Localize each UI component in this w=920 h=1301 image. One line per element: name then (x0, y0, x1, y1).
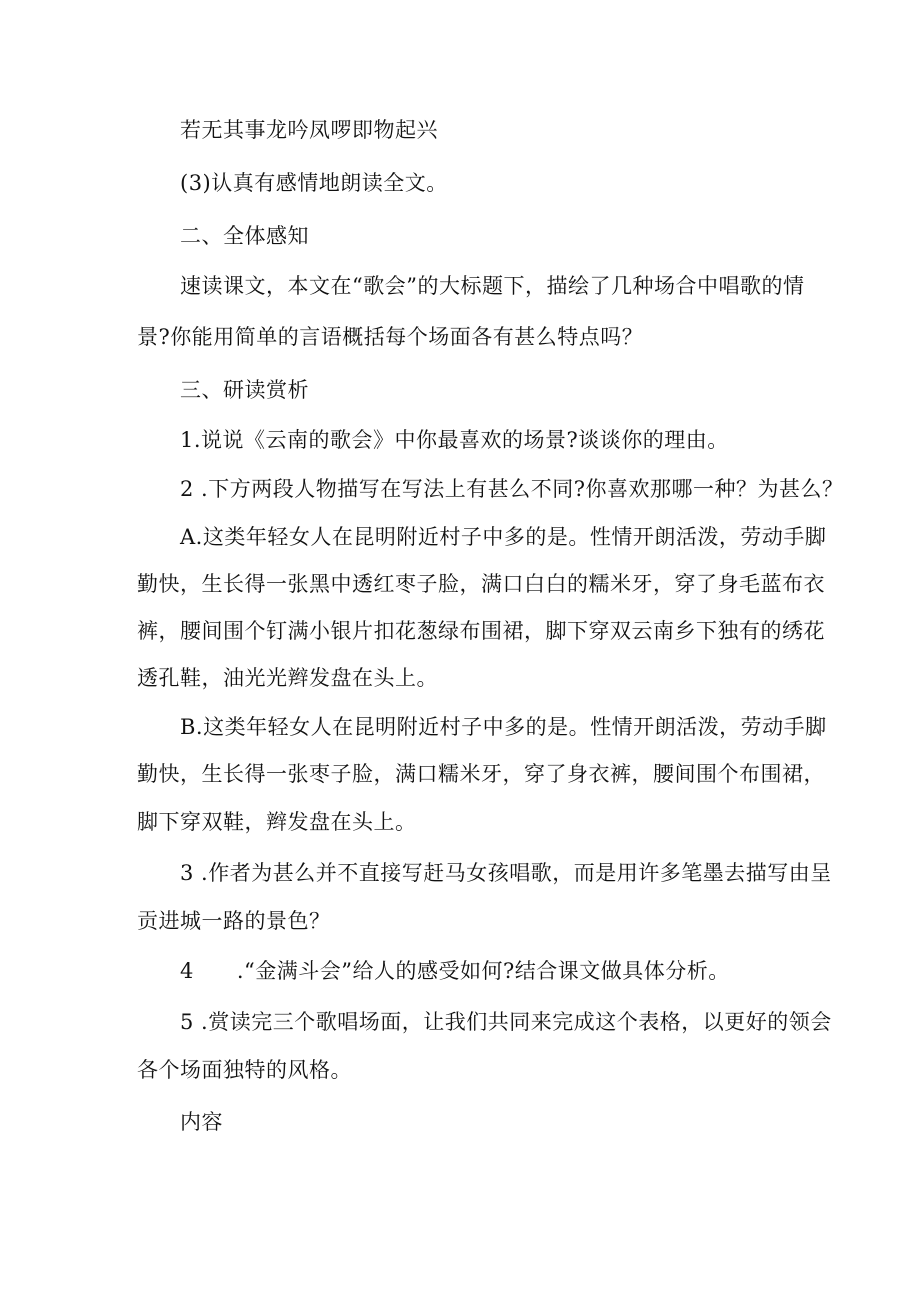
passage-b-line-2: 勤快，生长得一张枣子脸，满口糯米牙，穿了身衣裤，腰间围个布围裙， (137, 762, 825, 786)
task-3-read-aloud: (3)认真有感情地朗读全文。 (180, 171, 448, 195)
passage-b-line-3: 脚下穿双鞋，辫发盘在头上。 (137, 810, 417, 834)
passage-a-line-2: 勤快，生长得一张黑中透红枣子脸，满口白白的糯米牙，穿了身毛蓝布衣 (137, 572, 825, 596)
question-1: 1.说说《云南的歌会》中你最喜欢的场景?谈谈你的理由。 (180, 428, 729, 452)
passage-a-line-4: 透孔鞋，油光光辫发盘在头上。 (137, 666, 438, 690)
question-4: 4 .“金满斗会”给人的感受如何?结合课文做具体分析。 (180, 959, 730, 983)
passage-a-line-3: 裤，腰间围个钉满小银片扣花葱绿布围裙，脚下穿双云南乡下独有的绣花 (137, 619, 825, 643)
passage-a-line-1: A.这类年轻女人在昆明附近村子中多的是。性情开朗活泼，劳动手脚 (180, 525, 827, 549)
section-heading-overall-perception: 二、全体感知 (180, 224, 309, 248)
table-header-content: 内容 (180, 1110, 223, 1134)
idiom-line: 若无其事龙吟凤啰即物起兴 (180, 118, 438, 142)
paragraph-speed-read-line-2: 景?你能用简单的言语概括每个场面各有甚么特点吗？ (137, 325, 644, 349)
section-heading-study-analysis: 三、研读赏析 (180, 378, 309, 402)
question-3-line-2: 贡进城一路的景色？ (137, 909, 331, 933)
question-3-line-1: 3 .作者为甚么并不直接写赶马女孩唱歌，而是用许多笔墨去描写由呈 (180, 861, 832, 885)
question-2: 2 .下方两段人物描写在写法上有甚么不同?你喜欢那哪一种？为甚么？ (180, 477, 844, 501)
paragraph-speed-read-line-1: 速读课文，本文在“歌会”的大标题下，描绘了几种场合中唱歌的情 (180, 274, 805, 298)
passage-b-line-1: B.这类年轻女人在昆明附近村子中多的是。性情开朗活泼，劳动手脚 (180, 715, 827, 739)
question-5-line-2: 各个场面独特的风格。 (137, 1058, 352, 1082)
question-5-line-1: 5 .赏读完三个歌唱场面，让我们共同来完成这个表格，以更好的领会 (180, 1010, 832, 1034)
